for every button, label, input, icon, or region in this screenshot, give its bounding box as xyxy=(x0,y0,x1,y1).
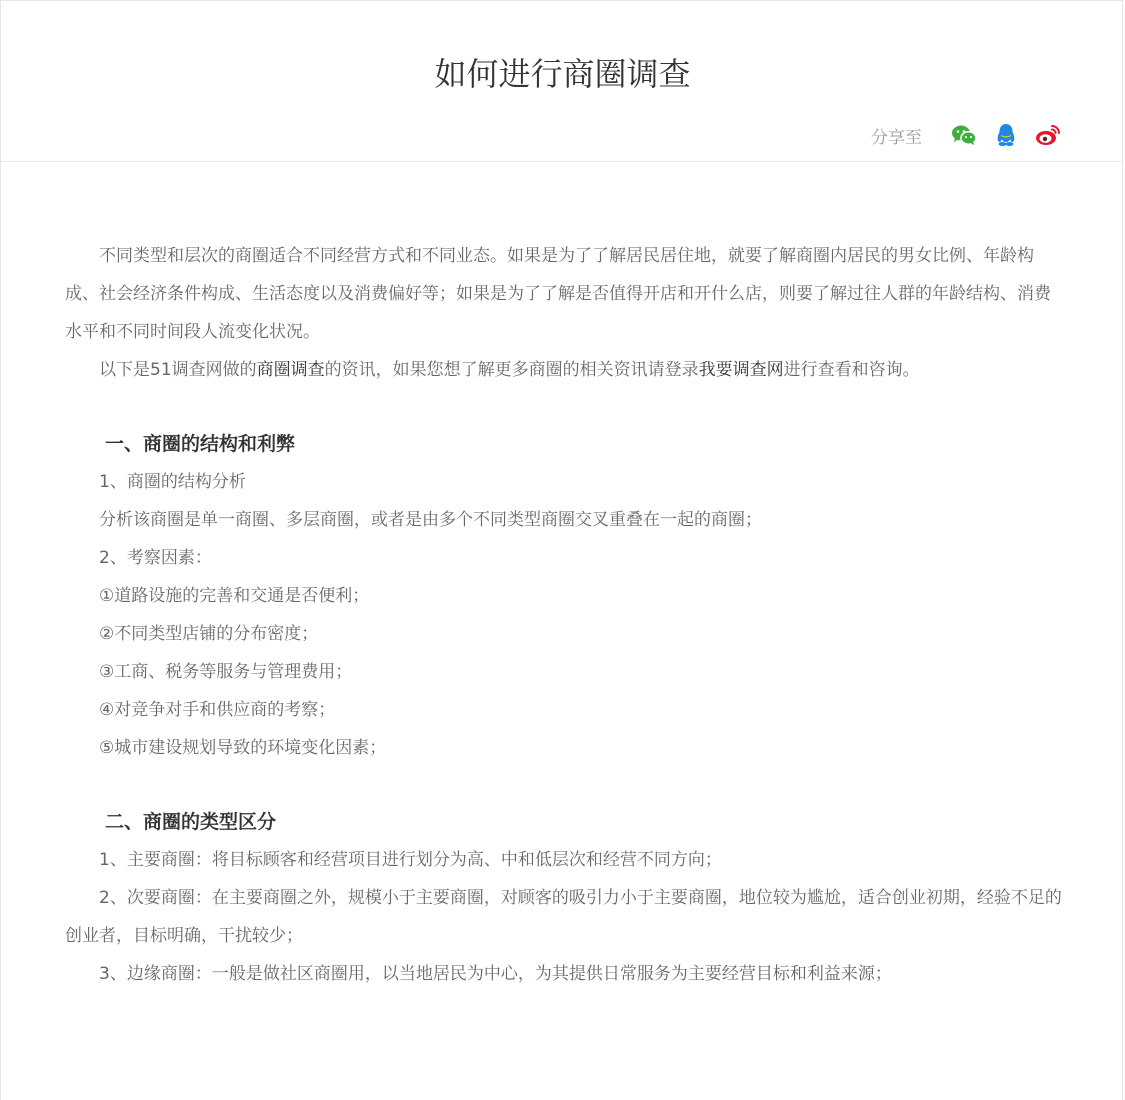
list-item: ①道路设施的完善和交通是否便利； xyxy=(99,586,370,606)
link-business-district-survey[interactable]: 商圈调查 xyxy=(256,360,325,380)
source-prefix: 以下是51调查网做的 xyxy=(99,360,257,380)
list-item: ④对竞争对手和供应商的考察； xyxy=(99,700,336,720)
section-heading: 一、商圈的结构和利弊 xyxy=(105,433,296,455)
list-item: 2、次要商圈：在主要商圈之外，规模小于主要商圈，对顾客的吸引力小于主要商圈，地位较为尴尬，适合创业初期，经验不足的创业者，目标明确，干扰较少； xyxy=(65,888,1062,946)
list-item: 1、商圈的结构分析 xyxy=(99,472,246,492)
list-item: ③工商、税务等服务与管理费用； xyxy=(99,662,353,682)
intro-paragraph: 不同类型和层次的商圈适合不同经营方式和不同业态。如果是为了了解居民居住地，就要了解商圈内居民的男女比例、年龄构成、社会经济条件构成、生活态度以及消费偏好等；如果是为了了解是否值得开店和开什么店，则要了解过往人群的年龄结构、消费水平和不同时间段人流变化状况。 xyxy=(65,246,1051,342)
source-middle: 的资讯，如果您想了解更多商圈的相关资讯请登录 xyxy=(324,360,699,380)
wechat-icon[interactable] xyxy=(950,121,978,149)
list-item: ②不同类型店铺的分布密度； xyxy=(99,624,319,644)
list-item: ⑤城市建设规划导致的环境变化因素； xyxy=(99,738,387,758)
source-suffix: 进行查看和咨询。 xyxy=(783,360,920,380)
spacer xyxy=(65,389,1063,425)
source-paragraph xyxy=(65,351,1063,389)
article-body xyxy=(65,237,1063,993)
share-label: 分享至 xyxy=(871,127,922,148)
list-item: 分析该商圈是单一商圈、多层商圈，或者是由多个不同类型商圈交叉重叠在一起的商圈； xyxy=(99,510,762,530)
section-heading: 二、商圈的类型区分 xyxy=(105,811,277,833)
share-bar xyxy=(871,121,1062,149)
qq-icon[interactable] xyxy=(992,121,1020,149)
weibo-icon[interactable] xyxy=(1034,121,1062,149)
article-header xyxy=(1,1,1124,162)
list-item: 2、考察因素： xyxy=(99,548,212,568)
page-title: 如何进行商圈调查 xyxy=(434,55,691,93)
link-survey-website[interactable]: 我要调查网 xyxy=(698,360,784,380)
spacer xyxy=(65,767,1063,803)
list-item: 1、主要商圈：将目标顾客和经营项目进行划分为高、中和低层次和经营不同方向； xyxy=(99,850,722,870)
list-item: 3、边缘商圈：一般是做社区商圈用，以当地居民为中心，为其提供日常服务为主要经营目标和利益来源； xyxy=(99,964,892,984)
